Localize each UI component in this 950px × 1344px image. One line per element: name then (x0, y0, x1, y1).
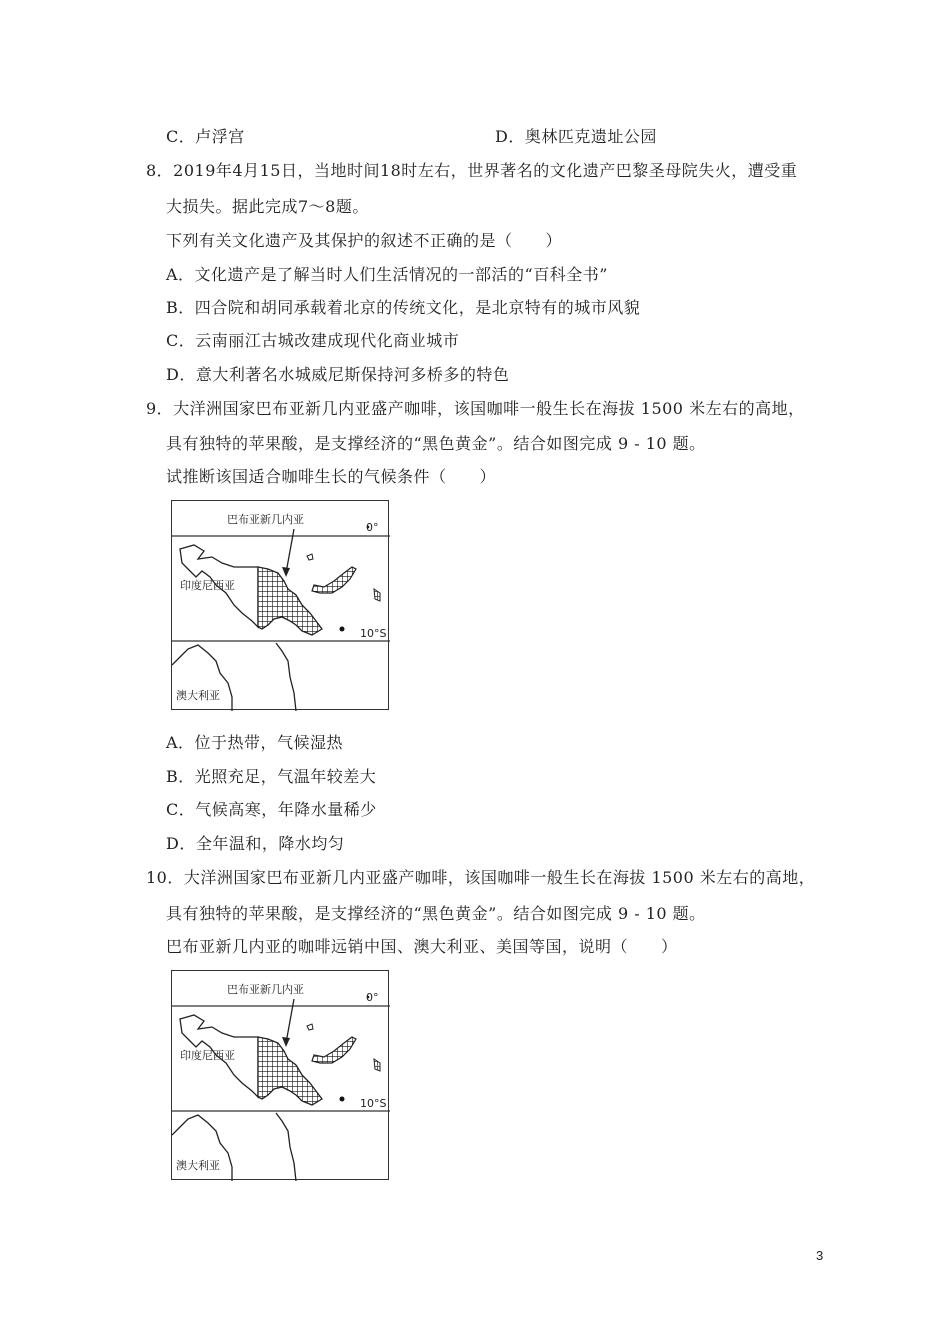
q9-option-b: B．光照充足，气温年较差大 (166, 767, 377, 786)
q8-stem-line2: 大损失。据此完成7～8题。 (166, 197, 369, 216)
indonesia-label: 印度尼西亚 (180, 579, 235, 592)
map-drawing (172, 971, 390, 1181)
png-label: 巴布亚新几内亚 (227, 513, 304, 526)
q7-option-d: D．奥林匹克遗址公园 (495, 127, 657, 146)
q8-option-d: D．意大利著名水城威尼斯保持河多桥多的特色 (166, 365, 510, 384)
indonesia-label: 印度尼西亚 (180, 1049, 235, 1062)
australia-label: 澳大利亚 (176, 689, 220, 702)
png-map-figure-2 (171, 970, 389, 1180)
australia-label: 澳大利亚 (176, 1159, 220, 1172)
lat-10s-label: 10°S (360, 1097, 387, 1110)
q8-option-c: C．云南丽江古城改建成现代化商业城市 (166, 331, 460, 350)
q8-question: 下列有关文化遗产及其保护的叙述不正确的是（ ） (166, 231, 563, 250)
q10-stem-line2: 具有独特的苹果酸，是支撑经济的“黑色黄金”。结合如图完成 9 - 10 题。 (166, 904, 706, 923)
q8-option-b: B．四合院和胡同承载着北京的传统文化，是北京特有的城市风貌 (166, 298, 641, 317)
q9-option-d: D．全年温和，降水均匀 (166, 834, 345, 853)
map-drawing (172, 501, 390, 711)
q9-stem-line2: 具有独特的苹果酸，是支撑经济的“黑色黄金”。结合如图完成 9 - 10 题。 (166, 434, 706, 453)
lat-0-label: 0° (366, 991, 379, 1004)
q9-stem-line1: 9．大洋洲国家巴布亚新几内亚盛产咖啡，该国咖啡一般生长在海拔 1500 米左右的高地， (146, 399, 805, 418)
page-number: 3 (816, 1248, 824, 1263)
q8-option-a: A．文化遗产是了解当时人们生活情况的一部活的“百科全书” (166, 265, 608, 284)
png-map-figure-1 (171, 500, 389, 710)
q10-stem-line1: 10．大洋洲国家巴布亚新几内亚盛产咖啡，该国咖啡一般生长在海拔 1500 米左右的高地， (146, 868, 816, 887)
q8-stem-line1: 8．2019年4月15日，当地时间18时左右，世界著名的文化遗产巴黎圣母院失火，遭受重 (146, 161, 798, 180)
q10-question: 巴布亚新几内亚的咖啡远销中国、澳大利亚、美国等国，说明（ ） (166, 937, 678, 956)
q9-question: 试推断该国适合咖啡生长的气候条件（ ） (166, 467, 497, 486)
lat-0-label: 0° (366, 521, 379, 534)
q9-option-c: C．气候高寒，年降水量稀少 (166, 800, 377, 819)
png-label: 巴布亚新几内亚 (227, 983, 304, 996)
q9-option-a: A．位于热带，气候湿热 (166, 733, 344, 752)
lat-10s-label: 10°S (360, 627, 387, 640)
q7-option-c: C．卢浮宫 (166, 127, 245, 146)
